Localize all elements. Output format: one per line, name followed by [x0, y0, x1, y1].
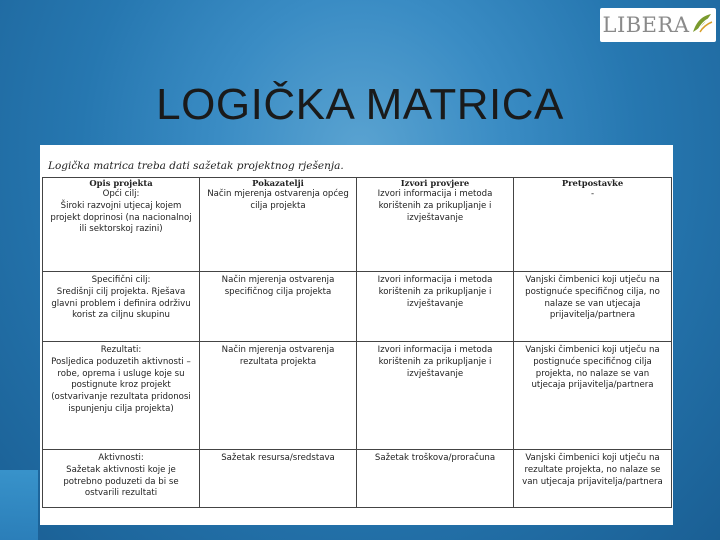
table-cell: Opći cilj: Široki razvojni utjecaj kojem projekt doprinosi (na nacionalnoj ili sektorskoj razini): [43, 188, 200, 272]
table-caption: Logička matrica treba dati sažetak projektnog rješenja.: [48, 160, 344, 172]
table-cell: Način mjerenja ostvarenja specifičnog cilja projekta: [200, 272, 357, 342]
header-izvori-provjere: Izvori provjere: [357, 178, 514, 189]
table-cell: Izvori informacija i metoda korištenih za prikupljanje i izvještavanje: [357, 272, 514, 342]
background-accent: [0, 470, 38, 540]
table-cell: Način mjerenja ostvarenja rezultata projekta: [200, 342, 357, 450]
logo-text: LIBERA: [602, 13, 690, 37]
header-opis-projekta: Opis projekta: [43, 178, 200, 189]
table-row: [43, 450, 672, 508]
table-cell: Vanjski čimbenici koji utječu na rezultate projekta, no nalaze se van utjecaja prijavitelja/partnera: [514, 450, 672, 508]
table-header-row: [43, 178, 672, 189]
leaf-icon: [691, 12, 713, 38]
table-cell: Način mjerenja ostvarenja općeg cilja projekta: [200, 188, 357, 272]
header-pretpostavke: Pretpostavke: [514, 178, 672, 189]
table-row: [43, 342, 672, 450]
table-cell: Specifični cilj: Središnji cilj projekta. Rješava glavni problem i definira održivu korist za ciljnu skupinu: [43, 272, 200, 342]
table-cell: Sažetak troškova/proračuna: [357, 450, 514, 508]
table-cell: Izvori informacija i metoda korištenih za prikupljanje i izvještavanje: [357, 342, 514, 450]
table-cell: Rezultati: Posljedica poduzetih aktivnosti – robe, oprema i usluge koje su postignute kroz projekt (ostvarivanje rezultata pridonosi ispunjenju cilja projekta): [43, 342, 200, 450]
slide-title: LOGIČKA MATRICA: [156, 80, 564, 129]
table-cell: Aktivnosti: Sažetak aktivnosti koje je potrebno poduzeti da bi se ostvarili rezultati: [43, 450, 200, 508]
header-pokazatelji: Pokazatelji: [200, 178, 357, 189]
table-cell: Izvori informacija i metoda korištenih za prikupljanje i izvještavanje: [357, 188, 514, 272]
table-row: [43, 272, 672, 342]
table-cell: Vanjski čimbenici koji utječu na postignuće specifičnog cilja, no nalaze se van utjecaja prijavitelja/partnera: [514, 272, 672, 342]
table-cell: Vanjski čimbenici koji utječu na postignuće specifičnog cilja projekta, no nalaze se van utjecaja prijavitelja/partnera: [514, 342, 672, 450]
table-cell: Sažetak resursa/sredstava: [200, 450, 357, 508]
table-cell: -: [514, 188, 672, 272]
libera-logo: [600, 8, 716, 42]
table-row: [43, 188, 672, 272]
logical-matrix-table: [42, 177, 672, 508]
